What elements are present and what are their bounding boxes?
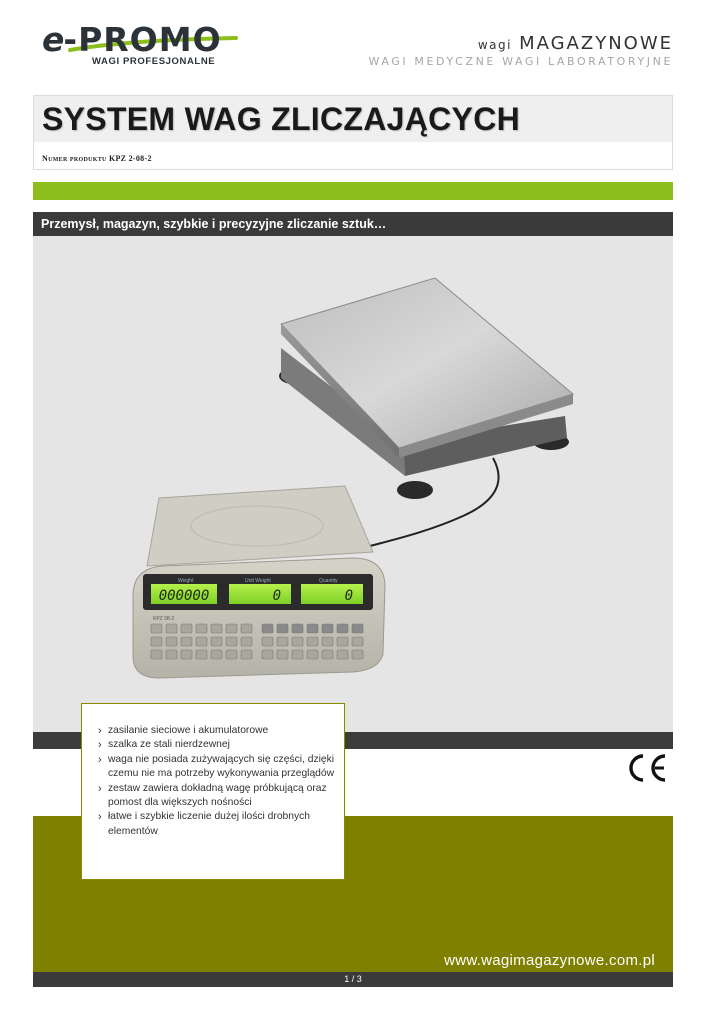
weight-value: 000000 bbox=[158, 588, 210, 604]
platform-foot bbox=[397, 481, 433, 499]
keypad-key bbox=[337, 650, 348, 659]
features-list bbox=[98, 724, 336, 839]
page-title: SYSTEM WAG ZLICZAJĄCYCH bbox=[42, 101, 521, 137]
logo-promo: -PROMO bbox=[63, 20, 222, 59]
keypad-key bbox=[196, 637, 207, 646]
keypad-key bbox=[196, 650, 207, 659]
logo-e: e bbox=[42, 20, 64, 59]
keypad-key bbox=[166, 637, 177, 646]
title-box bbox=[33, 95, 673, 170]
feature-item: › zasilanie sieciowe i akumulatorowe bbox=[98, 724, 336, 738]
page-footer bbox=[33, 972, 673, 987]
keypad-key bbox=[277, 624, 288, 633]
feature-item: › łatwe i szybkie liczenie dużej ilości drobnych elementów bbox=[98, 810, 336, 839]
keypad-key bbox=[307, 650, 318, 659]
keypad-key bbox=[226, 624, 237, 633]
scale-illustration bbox=[33, 236, 673, 732]
keypad-key bbox=[277, 637, 288, 646]
keypad-key bbox=[166, 624, 177, 633]
keypad-key bbox=[352, 650, 363, 659]
weight-label: Weight bbox=[178, 578, 194, 584]
unit-weight-display bbox=[229, 584, 291, 604]
product-photo bbox=[33, 236, 673, 732]
keypad-key bbox=[262, 624, 273, 633]
keypad-key bbox=[241, 650, 252, 659]
keypad-key bbox=[292, 624, 303, 633]
keypad-key bbox=[241, 637, 252, 646]
keypad-key bbox=[166, 650, 177, 659]
keypad-key bbox=[181, 650, 192, 659]
keypad-key bbox=[211, 650, 222, 659]
company-logo bbox=[42, 22, 242, 72]
keypad-key bbox=[292, 637, 303, 646]
logo-wordmark bbox=[42, 22, 222, 58]
product-number-label: Numer produktu bbox=[42, 154, 107, 163]
keypad-key bbox=[151, 637, 162, 646]
keypad-key bbox=[292, 650, 303, 659]
logo-subtitle: WAGI PROFESJONALNE bbox=[92, 56, 216, 67]
keypad-key bbox=[307, 624, 318, 633]
keypad-key bbox=[322, 650, 333, 659]
keypad-key bbox=[151, 624, 162, 633]
quantity-label: Quantity bbox=[319, 578, 338, 584]
keypad-key bbox=[322, 637, 333, 646]
keypad-key bbox=[211, 637, 222, 646]
feature-item: › zestaw zawiera dokładną wagę próbkującą oraz pomost dla większych nośności bbox=[98, 782, 336, 811]
keypad-key bbox=[181, 637, 192, 646]
quantity-value: 0 bbox=[344, 588, 353, 604]
keypad-key bbox=[226, 650, 237, 659]
category-primary[interactable] bbox=[478, 33, 673, 54]
feature-item: › waga nie posiada zużywających się części, dzięki czemu nie ma potrzeby wykonywania przeglądów bbox=[98, 753, 336, 782]
product-number-code: KPZ 2-08-2 bbox=[108, 154, 152, 163]
counting-scale-pan bbox=[147, 486, 373, 566]
keypad-key bbox=[262, 650, 273, 659]
tagline-band bbox=[33, 212, 673, 236]
feature-item: › szalka ze stali nierdzewnej bbox=[98, 738, 336, 752]
category-secondary[interactable]: WAGI MEDYCZNE WAGI LABORATORYJNE bbox=[368, 55, 673, 68]
model-label: KPZ 08-2 bbox=[153, 616, 175, 622]
keypad-key bbox=[226, 637, 237, 646]
unit-weight-label: Unit Weight bbox=[245, 578, 271, 584]
unit-weight-value: 0 bbox=[272, 588, 281, 604]
keypad-key bbox=[352, 637, 363, 646]
scale-cable bbox=[363, 458, 499, 548]
ce-mark-icon bbox=[625, 752, 669, 784]
product-number bbox=[42, 154, 152, 163]
quantity-display bbox=[301, 584, 363, 604]
tagline-text: Przemysł, magazyn, szybkie i precyzyjne zliczanie sztuk… bbox=[41, 217, 387, 231]
keypad-key bbox=[322, 624, 333, 633]
category-name: MAGAZYNOWE bbox=[519, 33, 673, 54]
page-number: 1 / 3 bbox=[344, 974, 362, 984]
keypad-key bbox=[337, 624, 348, 633]
website-link[interactable]: www.wagimagazynowe.com.pl bbox=[444, 952, 655, 969]
keypad-key bbox=[352, 624, 363, 633]
keypad-key bbox=[181, 624, 192, 633]
keypad-key bbox=[307, 637, 318, 646]
keypad-key bbox=[277, 650, 288, 659]
keypad-key bbox=[151, 650, 162, 659]
keypad-key bbox=[337, 637, 348, 646]
keypad-key bbox=[196, 624, 207, 633]
keypad-key bbox=[262, 637, 273, 646]
accent-bar bbox=[33, 182, 673, 200]
features-box bbox=[81, 703, 345, 880]
keypad-key bbox=[241, 624, 252, 633]
category-prefix: wagi bbox=[477, 38, 512, 52]
keypad-key bbox=[211, 624, 222, 633]
